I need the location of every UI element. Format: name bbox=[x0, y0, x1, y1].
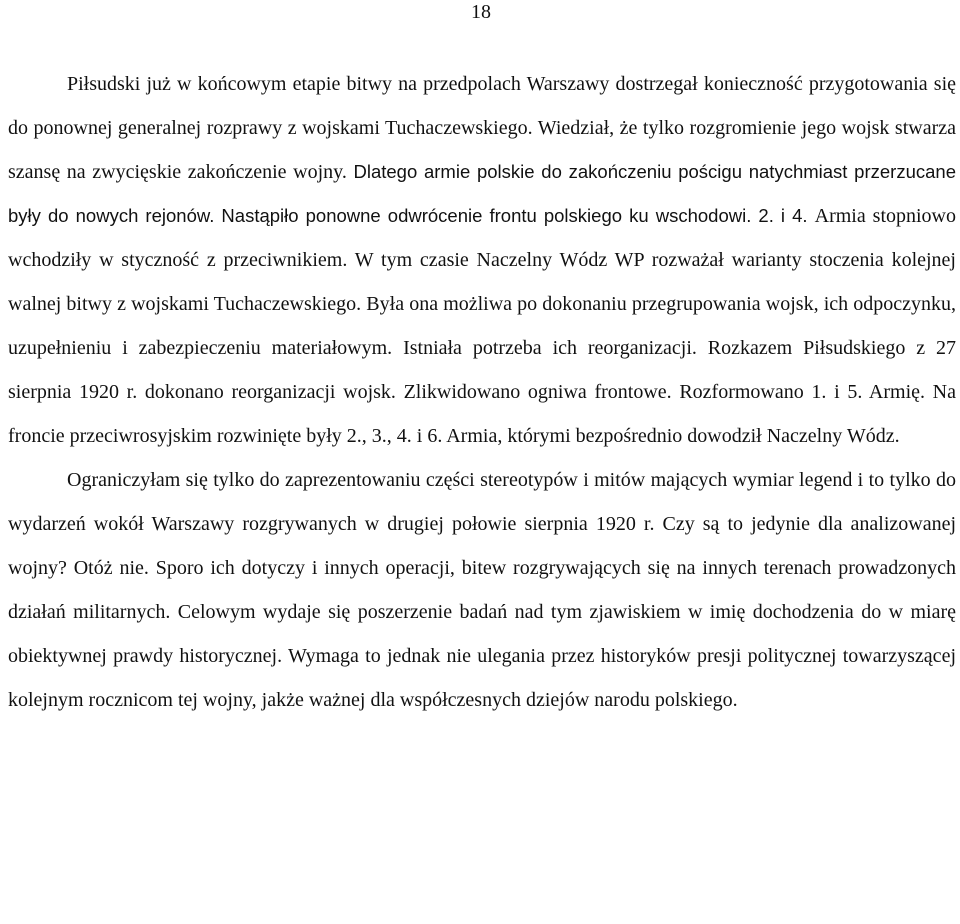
paragraph-1-text-b: Dlatego armie polskie do zakończeniu pościgu natychmiast przerzucane były do nowych rejonów. Nastąpiło ponowne odwrócenie frontu polskiego ku wschodowi. 2. i 4. bbox=[8, 161, 956, 226]
paragraph-1 bbox=[8, 62, 956, 458]
paragraph-2: Ograniczyłam się tylko do zaprezentowaniu części stereotypów i mitów mających wymiar legend i to tylko do wydarzeń wokół Warszawy rozgrywanych w drugiej połowie sierpnia 1920 r. Czy są to jedynie dla analizowanej wojny? Otóż nie. Sporo ich dotyczy i innych operacji, bitew rozgrywających się na innych terenach prowadzonych działań militarnych. Celowym wydaje się poszerzenie badań nad tym zjawiskiem w imię dochodzenia do w miarę obiektywnej prawdy historycznej. Wymaga to jednak nie ulegania przez historyków presji politycznej towarzyszącej kolejnym rocznicom tej wojny, jakże ważnej dla współczesnych dziejów narodu polskiego. bbox=[8, 469, 956, 711]
paragraph-1-text-a: Piłsudski już w końcowym etapie bitwy na przedpolach Warszawy dostrzegał konieczność przygotowania się do ponownej generalnej rozprawy z wojskami Tuchaczewskiego. Wiedział, że tylko rozgromienie jego wojsk stwarza szansę na zwycięskie zakończenie wojny. bbox=[8, 73, 956, 183]
paragraph-1-text-c: Armia stopniowo wchodziły w styczność z przeciwnikiem. W tym czasie Naczelny Wódz WP rozważał warianty stoczenia kolejnej walnej bitwy z wojskami Tuchaczewskiego. Była ona możliwa po dokonaniu przegrupowania wojsk, ich odpoczynku, uzupełnieniu i zabezpieczeniu materiałowym. Istniała potrzeba ich reorganizacji. Rozkazem Piłsudskiego z 27 sierpnia 1920 r. dokonano reorganizacji wojsk. Zlikwidowano ogniwa frontowe. Rozformowano 1. i 5. Armię. Na froncie przeciwrosyjskim rozwinięte były 2., 3., 4. i 6. Armia, którymi bezpośrednio dowodził Naczelny Wódz. bbox=[8, 205, 956, 447]
body-text bbox=[8, 62, 956, 722]
page-number: 18 bbox=[471, 1, 491, 23]
